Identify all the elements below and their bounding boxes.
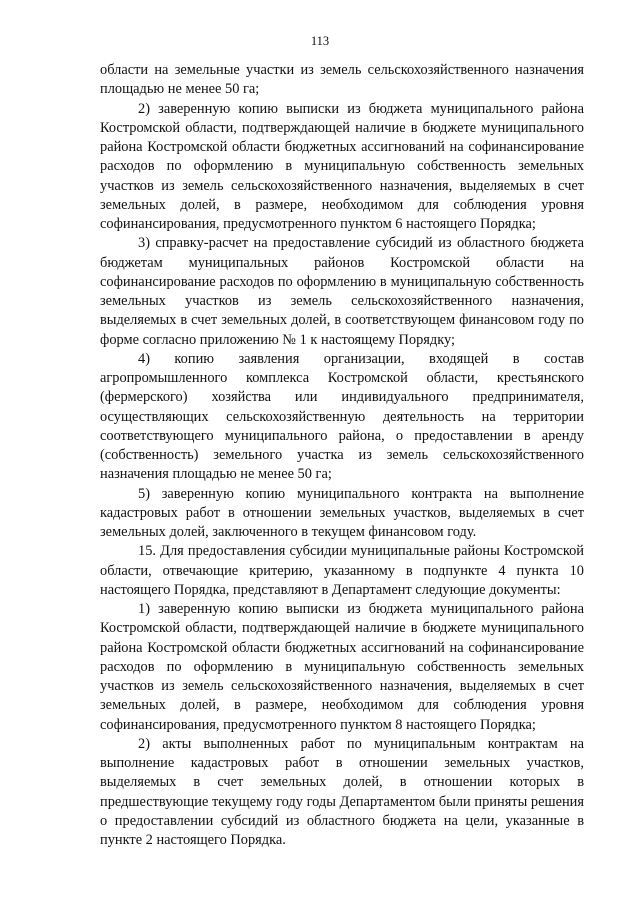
page-number: 113	[310, 34, 330, 48]
paragraph-item-4: 4) копию заявления организации, входящей в состав агропромышленного комплекса Костромской области, крестьянского (фермерского) хозяйства или индивидуального предпринимателя, осуществляющих сельскохозяйственную деятельность на территории соответствующего муниципального района, о предоставлении в аренду (собственность) земельного участка из земель сельскохозяйственного назначения площадью не менее 50 га;	[100, 350, 584, 483]
paragraph-item-3: 3) справку-расчет на предоставление субсидий из областного бюджета бюджетам муниципальных районов Костромской области на софинансирование расходов по оформлению в муниципальную собственность земельных участков из земель сельскохозяйственного назначения, выделяемых в счет земельных долей, в соответствующем финансовом году по форме согласно приложению № 1 к настоящему Порядку;	[100, 235, 584, 348]
paragraph-item-5: 5) заверенную копию муниципального контракта на выполнение кадастровых работ в отношении земельных участков, выделяемых в счет земельных долей, заключенного в текущем финансовом году.	[100, 485, 584, 540]
paragraph-item-2: 2) заверенную копию выписки из бюджета муниципального района Костромской области, подтверждающей наличие в бюджете муниципального района Костромской области бюджетных ассигнований на софинансирование расходов по оформлению в муниципальную собственность земельных участков из земель сельскохозяйственного назначения, выделяемых в счет земельных долей, в размере, необходимом для соблюдения уровня софинансирования, предусмотренного пунктом 6 настоящего Порядка;	[100, 100, 584, 232]
document-body	[100, 61, 584, 850]
paragraph-clause-15-item-1: 1) заверенную копию выписки из бюджета муниципального района Костромской области, подтверждающей наличие в бюджете муниципального района Костромской области бюджетных ассигнований на софинансирование расходов по оформлению в муниципальную собственность земельных участков из земель сельскохозяйственного назначения, выделяемых в счет земельных долей, в размере, необходимом для соблюдения уровня софинансирования, предусмотренного пунктом 8 настоящего Порядка;	[100, 601, 584, 733]
paragraph-clause-15-item-2: 2) акты выполненных работ по муниципальным контрактам на выполнение кадастровых работ в отношении земельных участков, выделяемых в счет земельных долей, в отношении которых в предшествующие текущему году годы Департаментом были приняты решения о предоставлении субсидий из областного бюджета на цели, указанные в пункте 2 настоящего Порядка.	[100, 735, 584, 848]
paragraph-continuation: области на земельные участки из земель сельскохозяйственного назначения площадью не менее 50 га;	[100, 62, 584, 98]
paragraph-clause-15: 15. Для предоставления субсидии муниципальные районы Костромской области, отвечающие критерию, указанному в подпункте 4 пункта 10 настоящего Порядка, представляют в Департамент следующие документы:	[100, 543, 584, 598]
